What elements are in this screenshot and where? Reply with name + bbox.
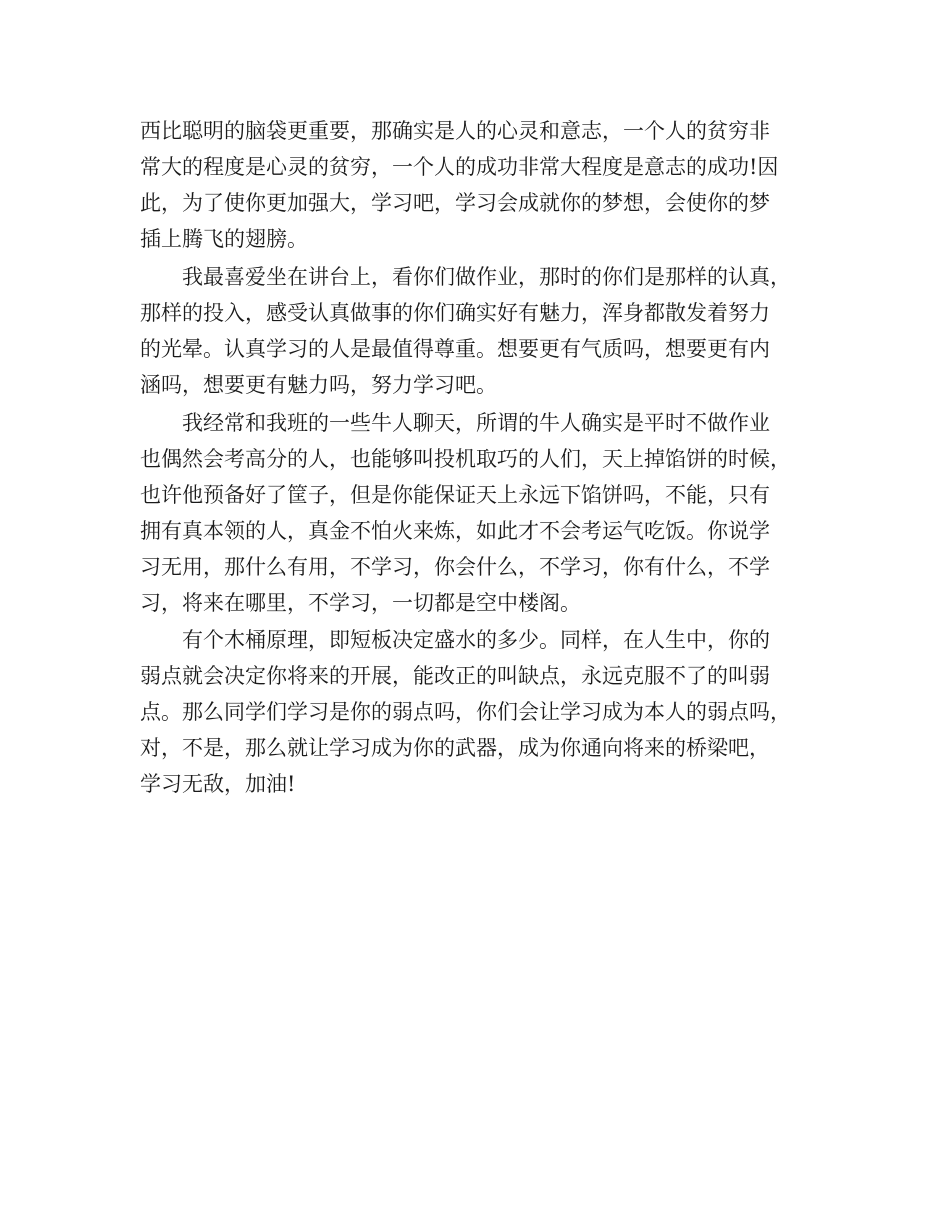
text-line: 习无用，那什么有用，不学习，你会什么，不学习，你有什么，不学 xyxy=(140,555,770,579)
paragraph-first-line: 有个木桶原理，即短板决定盛水的多少。同样，在人生中，你的 xyxy=(182,628,770,652)
text-line: 弱点就会决定你将来的开展，能改正的叫缺点，永远克服不了的叫弱 xyxy=(140,664,770,688)
text-line: 涵吗，想要更有魅力吗，努力学习吧。 xyxy=(140,373,497,397)
paragraph-first-line: 我经常和我班的一些牛人聊天，所谓的牛人确实是平时不做作业 xyxy=(182,411,770,435)
text-line: 学习无敌，加油! xyxy=(140,772,296,796)
text-line: 也偶然会考高分的人，也能够叫投机取巧的人们，天上掉馅饼的时候， xyxy=(140,447,791,471)
text-line: 点。那么同学们学习是你的弱点吗，你们会让学习成为本人的弱点吗， xyxy=(140,700,791,724)
text-line: 西比聪明的脑袋更重要，那确实是人的心灵和意志，一个人的贫穷非 xyxy=(140,119,770,143)
text-line: 此，为了使你更加强大，学习吧，学习会成就你的梦想，会使你的梦 xyxy=(140,191,770,215)
text-line: 那样的投入，感受认真做事的你们确实好有魅力，浑身都散发着努力 xyxy=(140,301,770,325)
text-line: 习，将来在哪里，不学习，一切都是空中楼阁。 xyxy=(140,591,581,615)
text-line: 常大的程度是心灵的贫穷，一个人的成功非常大程度是意志的成功!因 xyxy=(140,155,779,179)
text-line: 的光晕。认真学习的人是最值得尊重。想要更有气质吗，想要更有内 xyxy=(140,337,770,361)
text-line: 也许他预备好了筐子，但是你能保证天上永远下馅饼吗，不能，只有 xyxy=(140,483,770,507)
text-line: 对，不是，那么就让学习成为你的武器，成为你通向将来的桥梁吧， xyxy=(140,736,770,760)
paragraph-first-line: 我最喜爱坐在讲台上，看你们做作业，那时的你们是那样的认真， xyxy=(182,265,791,289)
text-line: 插上腾飞的翅膀。 xyxy=(140,227,308,251)
text-line: 拥有真本领的人，真金不怕火来炼，如此才不会考运气吃饭。你说学 xyxy=(140,519,770,543)
